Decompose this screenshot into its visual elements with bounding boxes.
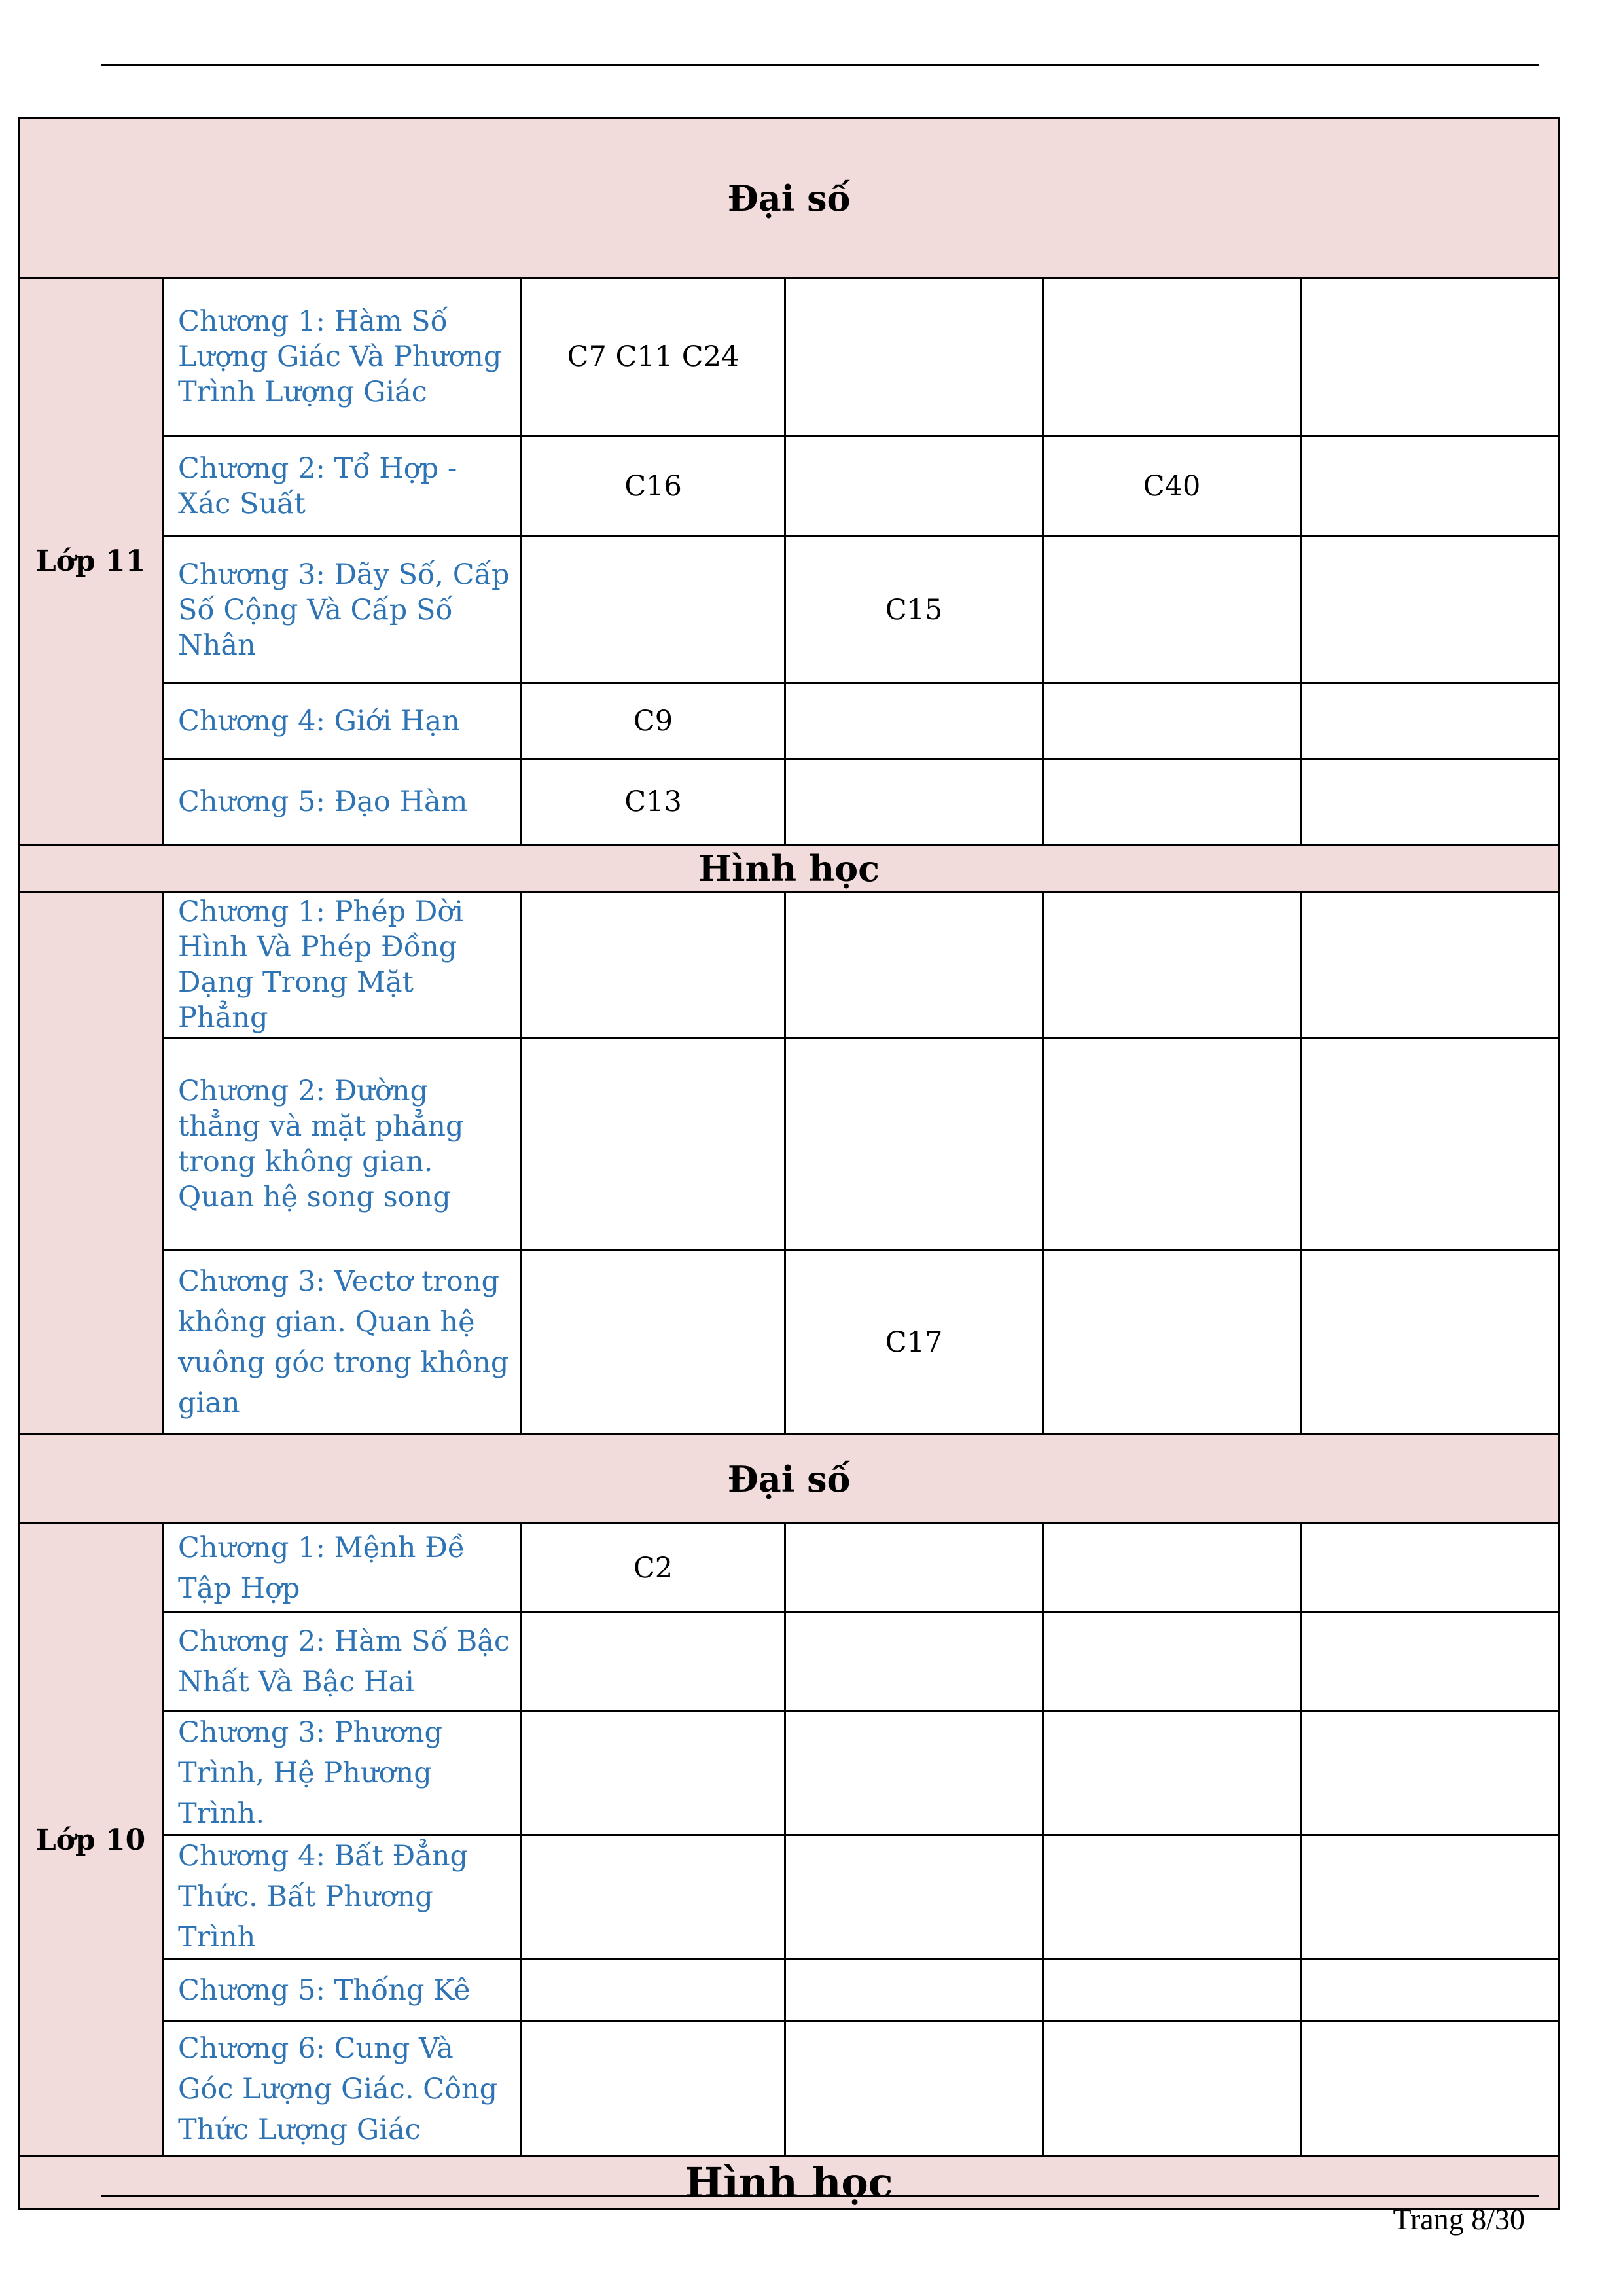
chapter-name: Chương 6: Cung Và Góc Lượng Giác. Công Thức Lượng Giác xyxy=(163,2022,522,2157)
question-cell xyxy=(1301,537,1560,683)
question-cell xyxy=(1043,1250,1301,1435)
chapter-name: Chương 3: Phương Trình, Hệ Phương Trình. xyxy=(163,1712,522,1835)
question-distribution-table xyxy=(18,117,1560,2210)
section-title: Hình học xyxy=(19,2157,1560,2209)
question-cell: C40 xyxy=(1043,436,1301,537)
question-cell xyxy=(785,1038,1043,1250)
question-cell xyxy=(1301,1524,1560,1613)
question-cell xyxy=(785,1613,1043,1712)
header-rule xyxy=(101,64,1539,66)
grade-label: Lớp 10 xyxy=(19,1524,163,2157)
question-cell xyxy=(522,537,785,683)
chapter-name: Chương 1: Mệnh Đề Tập Hợp xyxy=(163,1524,522,1613)
question-cell xyxy=(1301,2022,1560,2157)
question-cell xyxy=(785,759,1043,845)
question-cell xyxy=(1043,1038,1301,1250)
question-cell: C17 xyxy=(785,1250,1043,1435)
question-cell xyxy=(1043,2022,1301,2157)
question-cell xyxy=(785,892,1043,1038)
question-cell: C9 xyxy=(522,683,785,759)
question-cell xyxy=(522,2022,785,2157)
chapter-name: Chương 4: Giới Hạn xyxy=(163,683,522,759)
question-cell xyxy=(785,436,1043,537)
question-cell xyxy=(522,1613,785,1712)
chapter-name: Chương 3: Vectơ trong không gian. Quan hệ vuông góc trong không gian xyxy=(163,1250,522,1435)
question-cell xyxy=(1301,759,1560,845)
grade-label: Lớp 11 xyxy=(19,278,163,845)
question-cell xyxy=(1301,683,1560,759)
question-cell xyxy=(1301,278,1560,436)
question-cell xyxy=(522,1038,785,1250)
question-cell xyxy=(1043,892,1301,1038)
question-cell xyxy=(785,1835,1043,1959)
grade-label xyxy=(19,892,163,1435)
question-cell xyxy=(1301,1959,1560,2022)
question-cell xyxy=(1043,278,1301,436)
question-cell xyxy=(522,892,785,1038)
question-cell xyxy=(785,1712,1043,1835)
question-cell xyxy=(522,1959,785,2022)
question-cell xyxy=(1043,1613,1301,1712)
chapter-name: Chương 1: Hàm Số Lượng Giác Và Phương Trình Lượng Giác xyxy=(163,278,522,436)
question-cell xyxy=(1043,1712,1301,1835)
chapter-name: Chương 2: Đường thẳng và mặt phẳng trong không gian. Quan hệ song song xyxy=(163,1038,522,1250)
question-cell xyxy=(522,1712,785,1835)
question-cell xyxy=(785,683,1043,759)
question-cell xyxy=(1301,1613,1560,1712)
question-cell xyxy=(785,278,1043,436)
question-cell xyxy=(1301,1835,1560,1959)
page-number: Trang 8/30 xyxy=(1393,2202,1525,2236)
question-cell: C7 C11 C24 xyxy=(522,278,785,436)
question-cell xyxy=(1043,1959,1301,2022)
question-cell xyxy=(785,1524,1043,1613)
question-cell: C13 xyxy=(522,759,785,845)
question-cell xyxy=(1301,1712,1560,1835)
chapter-name: Chương 4: Bất Đẳng Thức. Bất Phương Trình xyxy=(163,1835,522,1959)
chapter-name: Chương 1: Phép Dời Hình Và Phép Đồng Dạng Trong Mặt Phẳng xyxy=(163,892,522,1038)
question-cell xyxy=(785,2022,1043,2157)
chapter-name: Chương 2: Tổ Hợp - Xác Suất xyxy=(163,436,522,537)
question-cell xyxy=(1043,537,1301,683)
question-cell xyxy=(785,1959,1043,2022)
chapter-name: Chương 2: Hàm Số Bậc Nhất Và Bậc Hai xyxy=(163,1613,522,1712)
section-title: Hình học xyxy=(19,845,1560,892)
question-cell xyxy=(1301,1038,1560,1250)
question-cell: C16 xyxy=(522,436,785,537)
section-title: Đại số xyxy=(19,1435,1560,1524)
question-cell xyxy=(1301,436,1560,537)
question-cell xyxy=(1043,759,1301,845)
footer-rule xyxy=(101,2195,1539,2197)
question-cell xyxy=(1043,683,1301,759)
question-cell xyxy=(522,1835,785,1959)
chapter-name: Chương 5: Đạo Hàm xyxy=(163,759,522,845)
section-title: Đại số xyxy=(19,118,1560,278)
question-cell: C15 xyxy=(785,537,1043,683)
chapter-name: Chương 5: Thống Kê xyxy=(163,1959,522,2022)
chapter-name: Chương 3: Dãy Số, Cấp Số Cộng Và Cấp Số Nhân xyxy=(163,537,522,683)
question-cell: C2 xyxy=(522,1524,785,1613)
question-cell xyxy=(1301,892,1560,1038)
question-cell xyxy=(1043,1835,1301,1959)
question-cell xyxy=(1043,1524,1301,1613)
question-cell xyxy=(522,1250,785,1435)
question-cell xyxy=(1301,1250,1560,1435)
